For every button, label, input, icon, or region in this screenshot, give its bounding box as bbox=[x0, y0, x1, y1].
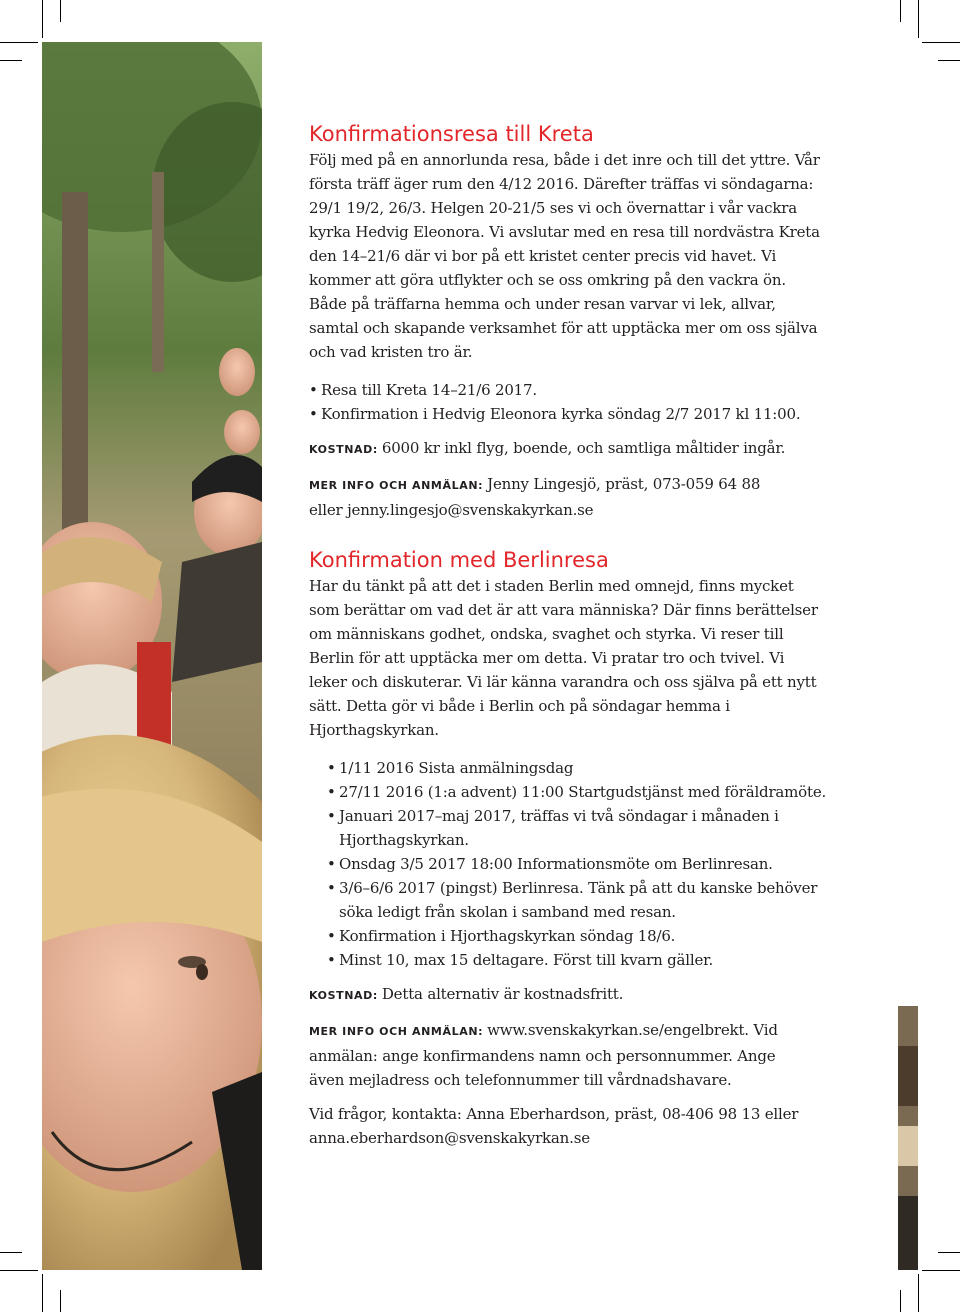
crop-mark bbox=[0, 1252, 22, 1253]
list-item: • Konfirmation i Hedvig Eleonora kyrka söndag 2/7 2017 kl 11:00. bbox=[309, 402, 919, 426]
section-intro: Har du tänkt på att det i staden Berlin med omnejd, finns mycket som berättar om vad det är att vara människa? Där finns berättelser om människans godhet, ondska, svaghet och styrka. Vi reser till Berlin för att upptäcka mer om detta. Vi pratar tro och tvivel. Vi leker och diskuterar. Vi lär känna varandra och oss själva på ett nytt sätt. Detta gör vi både i Berlin och på söndagar hemma i Hjorthagskyrkan. bbox=[309, 577, 818, 739]
info-line bbox=[309, 1018, 814, 1092]
crop-mark bbox=[922, 1270, 960, 1271]
crop-mark bbox=[0, 42, 38, 43]
crop-mark bbox=[60, 1290, 61, 1312]
bullet-list bbox=[309, 378, 919, 426]
section-kreta bbox=[309, 120, 919, 522]
cost-text: 6000 kr inkl flyg, boende, och samtliga måltider ingår. bbox=[381, 439, 786, 457]
list-item: • Minst 10, max 15 deltagare. Först till kvarn gäller. bbox=[327, 948, 827, 972]
info-line bbox=[309, 472, 779, 522]
contact-line: Vid frågor, kontakta: Anna Eberhardson, präst, 08-406 98 13 eller anna.eberhardson@svenskakyrkan.se bbox=[309, 1105, 799, 1147]
crop-mark bbox=[938, 60, 960, 61]
list-item: • Januari 2017–maj 2017, träffas vi två söndagar i månaden i Hjorthagskyrkan. bbox=[327, 804, 827, 852]
info-label: MER INFO OCH ANMÄLAN: bbox=[309, 479, 484, 492]
main-content bbox=[309, 120, 919, 1150]
list-item: • Konfirmation i Hjorthagskyrkan söndag 18/6. bbox=[327, 924, 827, 948]
cost-line bbox=[309, 982, 919, 1008]
section-berlin bbox=[309, 546, 919, 1150]
section-title: Konfirmationsresa till Kreta bbox=[309, 122, 594, 146]
cost-label: KOSTNAD: bbox=[309, 443, 378, 456]
crop-mark bbox=[0, 60, 22, 61]
crop-mark bbox=[900, 0, 901, 22]
crop-mark bbox=[918, 0, 919, 38]
list-item: • 1/11 2016 Sista anmälningsdag bbox=[327, 756, 827, 780]
list-item: • Onsdag 3/5 2017 18:00 Informationsmöte om Berlinresan. bbox=[327, 852, 827, 876]
crop-mark bbox=[918, 1274, 919, 1312]
crop-mark bbox=[938, 1252, 960, 1253]
crop-mark bbox=[60, 0, 61, 22]
list-item: • 27/11 2016 (1:a advent) 11:00 Startgudstjänst med föräldramöte. bbox=[327, 780, 827, 804]
list-item: • 3/6–6/6 2017 (pingst) Berlinresa. Tänk på att du kanske behöver söka ledigt från skolan i samband med resan. bbox=[327, 876, 827, 924]
info-label: MER INFO OCH ANMÄLAN: bbox=[309, 1025, 484, 1038]
section-intro: Följ med på en annorlunda resa, både i det inre och till det yttre. Vår första träff äger rum den 4/12 2016. Därefter träffas vi söndagarna: 29/1 19/2, 26/3. Helgen 20-21/5 ses vi och övernattar i vår vackra kyrka Hedvig Eleonora. Vi avslutar med en resa till nordvästra Kreta den 14–21/6 där vi bor på ett kristet center precis vid havet. Vi kommer att göra utflykter och se oss omkring på den vackra ön. Både på träffarna hemma och under resan varvar vi lek, allvar, samtal och skapande verksamhet för att upptäcka mer om oss själva och vad kristen tro är. bbox=[309, 151, 820, 361]
info-text: Jenny Lingesjö, präst, 073-059 64 88 eller jenny.lingesjo@svenskakyrkan.se bbox=[309, 475, 761, 519]
cost-text: Detta alternativ är kostnadsfritt. bbox=[381, 985, 624, 1003]
teen-group-photo bbox=[42, 42, 262, 1270]
crop-mark bbox=[922, 42, 960, 43]
crop-mark bbox=[42, 1274, 43, 1312]
info-text: www.svenskakyrkan.se/engelbrekt. Vid anmälan: ange konfirmandens namn och personnummer. Ange även mejladress och telefonnummer till vårdnadshavare. bbox=[309, 1021, 778, 1089]
crop-mark bbox=[0, 1270, 38, 1271]
crop-mark bbox=[42, 0, 43, 38]
crop-mark bbox=[900, 1290, 901, 1312]
list-item: • Resa till Kreta 14–21/6 2017. bbox=[309, 378, 919, 402]
cost-line bbox=[309, 436, 919, 462]
bullet-list bbox=[309, 756, 827, 972]
cost-label: KOSTNAD: bbox=[309, 989, 378, 1002]
section-title: Konfirmation med Berlinresa bbox=[309, 548, 609, 572]
